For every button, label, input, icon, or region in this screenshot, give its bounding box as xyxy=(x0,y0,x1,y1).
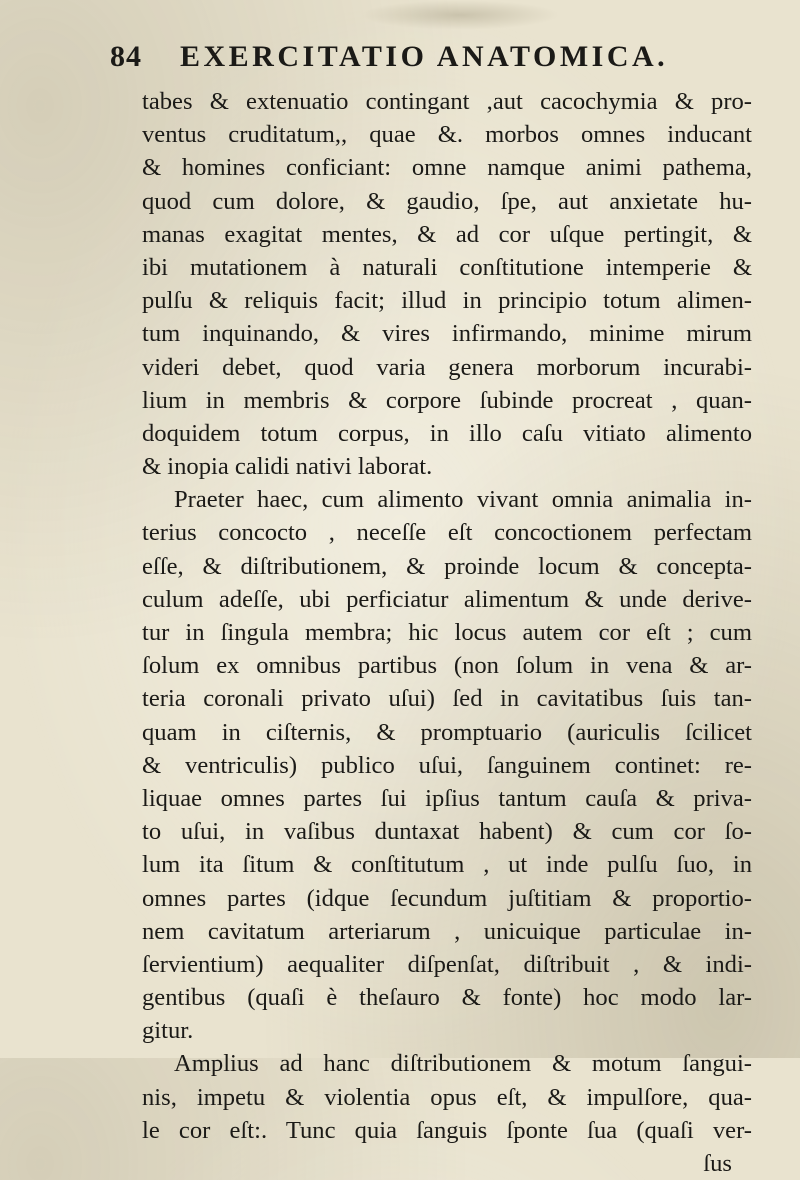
text-line: & ventriculis) publico uſui, ſanguinem continet: re- xyxy=(142,751,752,779)
text-line: lium in membris & corpore ſubinde procreat , quan- xyxy=(142,386,752,414)
text-line: manas exagitat mentes, & ad cor uſque pertingit, & xyxy=(142,220,752,248)
text-line: teria coronali privato uſui) ſed in cavitatibus ſuis tan- xyxy=(142,685,752,713)
text-line: pulſu & reliquis facit; illud in principio totum alimen- xyxy=(142,287,752,315)
body-text xyxy=(142,85,752,1180)
page-number: 84 xyxy=(110,40,142,73)
text-line: ſervientium) aequaliter diſpenſat, diſtribuit , & indi- xyxy=(142,950,752,978)
text-line: quod cum dolore, & gaudio, ſpe, aut anxietate hu- xyxy=(142,187,752,215)
paragraph-start-line: Amplius ad hanc diſtributionem & motum ſangui- xyxy=(174,1050,752,1078)
text-line: doquidem totum corpus, in illo caſu vitiato alimento xyxy=(142,419,752,447)
text-line: eſſe, & diſtributionem, & proinde locum & concepta- xyxy=(142,552,752,580)
text-line: culum adeſſe, ubi perficiatur alimentum & unde derive- xyxy=(142,585,752,613)
text-line: ſolum ex omnibus partibus (non ſolum in vena & ar- xyxy=(142,652,752,680)
text-line: quam in ciſternis, & promptuario (auriculis ſcilicet xyxy=(142,718,752,746)
text-line: tum inquinando, & vires infirmando, minime mirum xyxy=(142,320,752,348)
ink-smudge xyxy=(360,0,560,30)
paragraph-end-line: gitur. xyxy=(142,1017,194,1045)
text-line: gentibus (quaſi è theſauro & fonte) hoc modo lar- xyxy=(142,984,752,1012)
running-title: EXERCITATIO ANATOMICA. xyxy=(180,40,669,73)
text-line: videri debet, quod varia genera morborum incurabi- xyxy=(142,353,752,381)
catchword: ſus xyxy=(703,1150,732,1177)
text-line: lum ita ſitum & conſtitutum , ut inde pulſu ſuo, in xyxy=(142,851,752,879)
text-line: terius concocto , neceſſe eſt concoctionem perfectam xyxy=(142,519,752,547)
text-line: tabes & extenuatio contingant ,aut cacochymia & pro- xyxy=(142,88,752,115)
text-line: omnes partes (idque ſecundum juſtitiam & proportio- xyxy=(142,884,752,912)
text-line: nem cavitatum arteriarum , unicuique particulae in- xyxy=(142,917,752,945)
text-line: liquae omnes partes ſui ipſius tantum cauſa & priva- xyxy=(142,784,752,812)
text-line: ventus cruditatum,, quae &. morbos omnes inducant xyxy=(142,121,752,149)
text-line: nis, impetu & violentia opus eſt, & impulſore, qua- xyxy=(142,1083,752,1111)
paragraph-start-line: Praeter haec, cum alimento vivant omnia animalia in- xyxy=(174,486,752,514)
page-header xyxy=(110,40,750,80)
text-line: le cor eſt:. Tunc quia ſanguis ſponte ſua (quaſi ver- xyxy=(142,1116,752,1144)
text-line: to uſui, in vaſibus duntaxat habent) & cum cor ſo- xyxy=(142,818,752,846)
paragraph-end-line: & inopia calidi nativi laborat. xyxy=(142,453,433,481)
text-line: & homines conficiant: omne namque animi pathema, xyxy=(142,154,752,182)
text-line: ibi mutationem à naturali conſtitutione intemperie & xyxy=(142,253,752,281)
text-line: tur in ſingula membra; hic locus autem cor eſt ; cum xyxy=(142,619,752,646)
